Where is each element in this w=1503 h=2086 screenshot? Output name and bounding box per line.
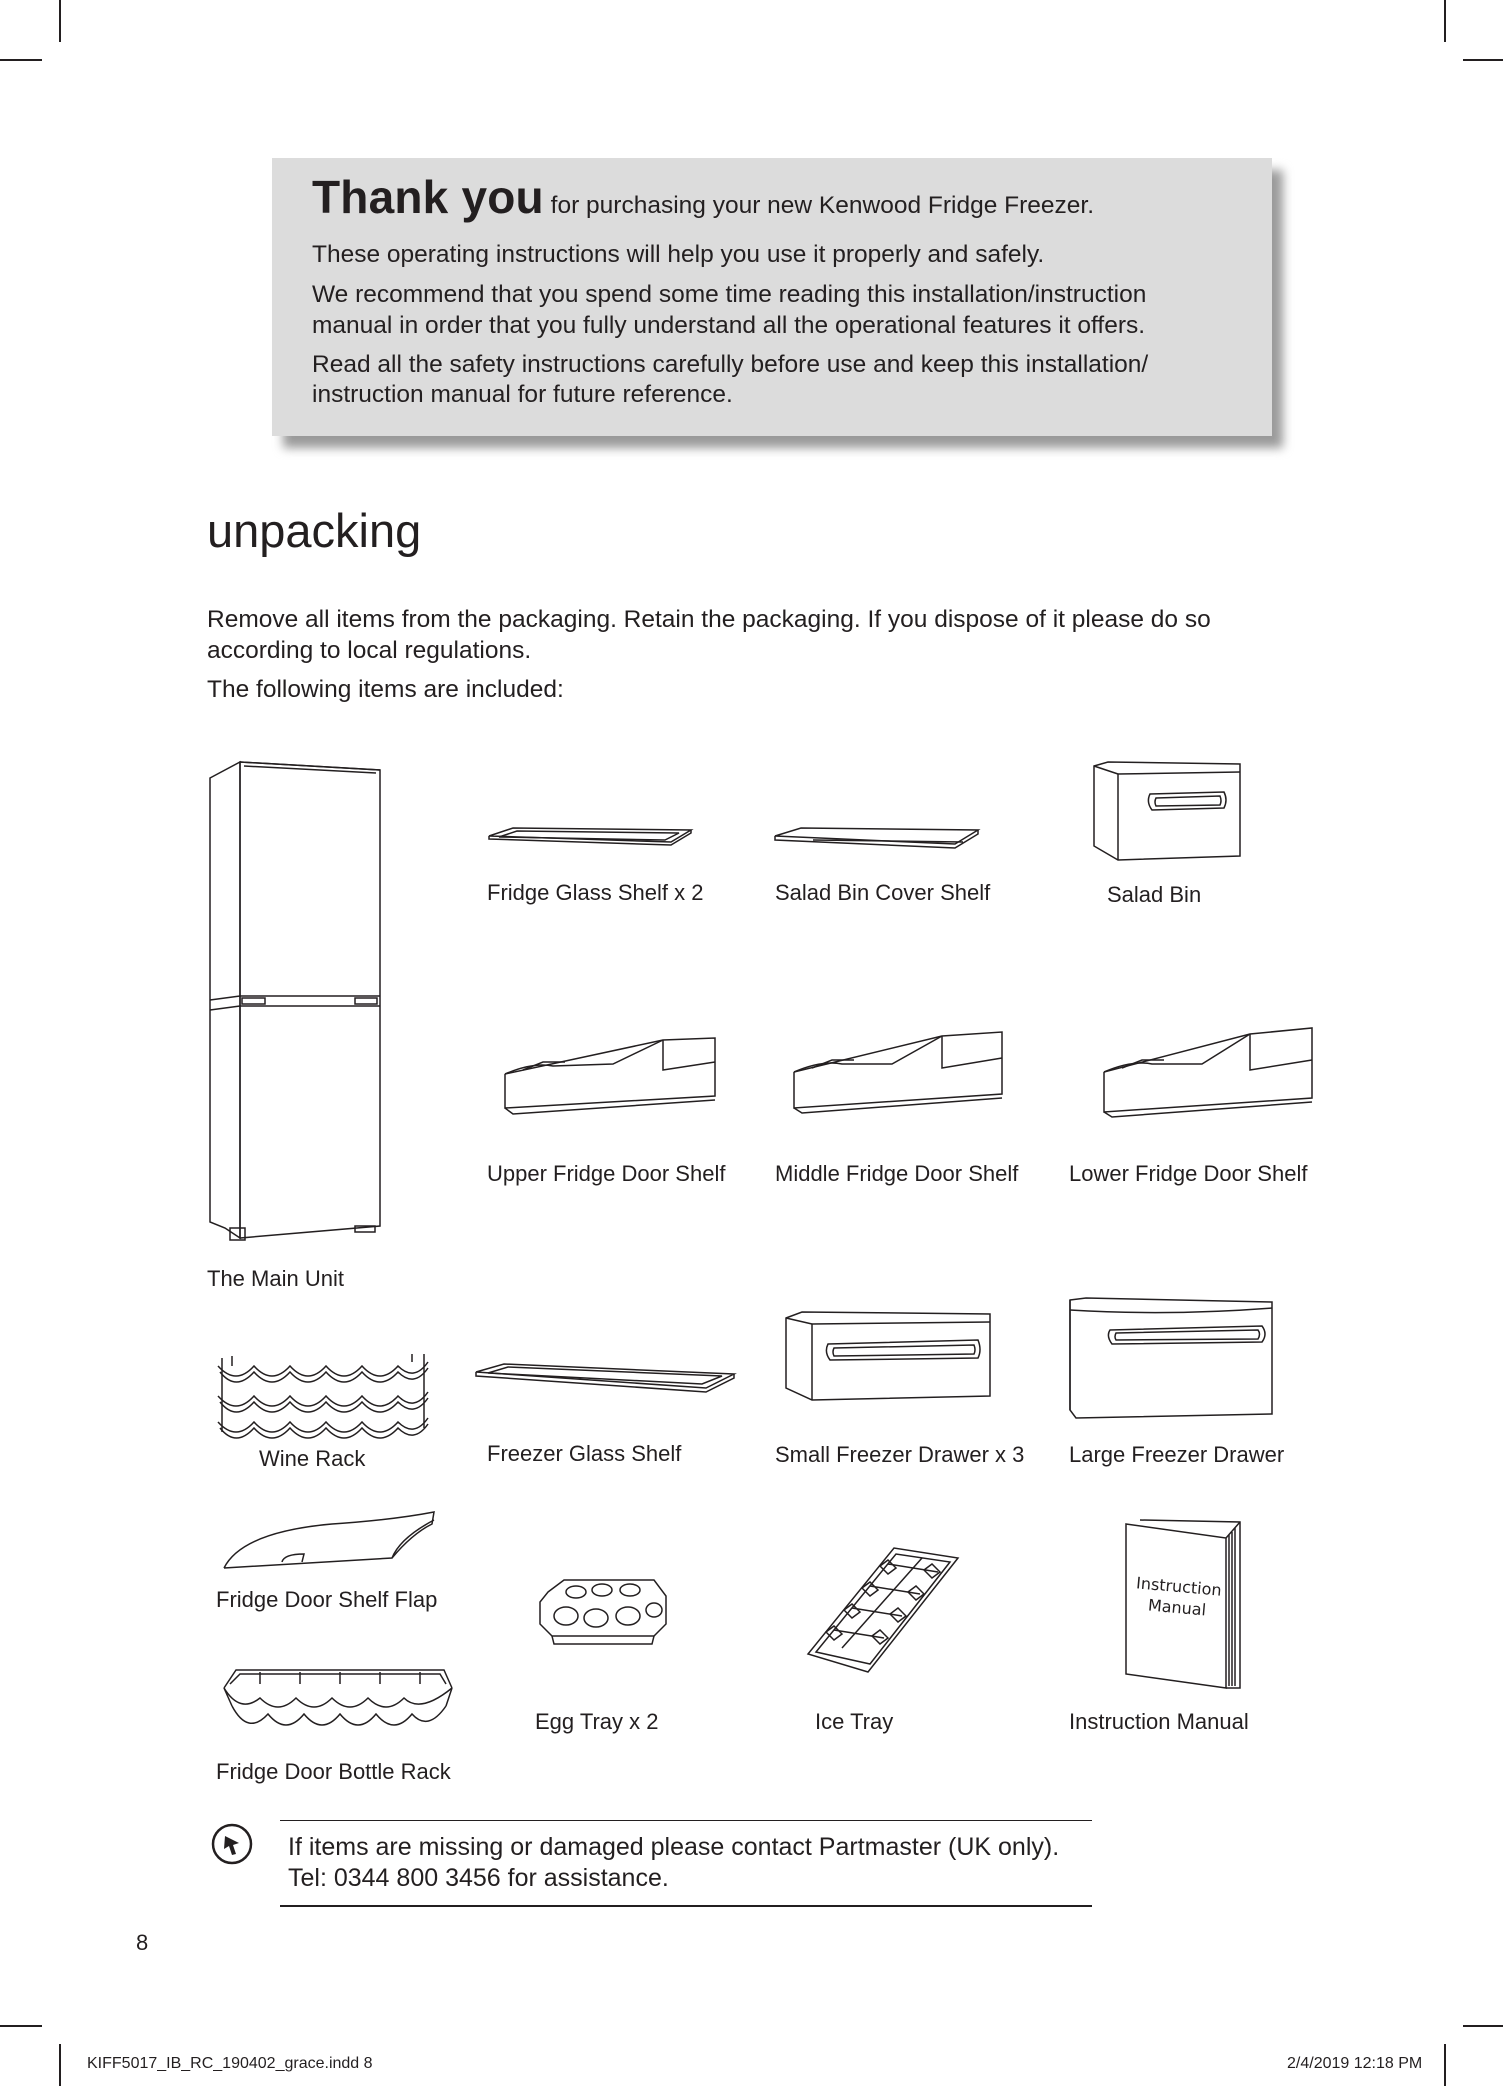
note-bottom-rule	[280, 1905, 1092, 1907]
crop-mark	[1463, 59, 1503, 61]
egg-tray-illustration	[536, 1578, 670, 1648]
salad-bin-cover-shelf-illustration	[773, 826, 983, 854]
small-freezer-drawer-label: Small Freezer Drawer x 3	[775, 1442, 1025, 1467]
crop-mark	[1444, 0, 1446, 42]
ice-tray-illustration	[804, 1544, 960, 1674]
manual-cover-text: Instruction Manual	[1135, 1573, 1223, 1620]
thank-you-line-3a: We recommend that you spend some time reading this installation/instruction	[312, 281, 1147, 308]
note-line-2: Tel: 0344 800 3456 for assistance.	[288, 1864, 669, 1892]
freezer-glass-shelf-illustration	[474, 1362, 736, 1398]
page-number: 8	[136, 1930, 149, 1955]
lower-door-shelf-label: Lower Fridge Door Shelf	[1069, 1161, 1308, 1186]
pushpin-icon	[211, 1823, 253, 1865]
file-slug: KIFF5017_IB_RC_190402_grace.indd 8	[87, 2055, 373, 2072]
date-slug: 2/4/2019 12:18 PM	[1287, 2055, 1423, 2072]
thank-you-headline: Thank you	[312, 171, 544, 223]
door-bottle-rack-illustration	[220, 1666, 454, 1738]
instruction-manual-label: Instruction Manual	[1069, 1709, 1249, 1734]
door-bottle-rack-label: Fridge Door Bottle Rack	[216, 1759, 451, 1784]
note-line-1: If items are missing or damaged please contact Partmaster (UK only).	[288, 1833, 1060, 1861]
large-freezer-drawer-illustration	[1068, 1296, 1276, 1422]
fridge-glass-shelf-illustration	[485, 826, 695, 850]
salad-bin-label: Salad Bin	[1107, 882, 1202, 907]
thank-you-line-4a: Read all the safety instructions carefully before use and keep this installation/	[312, 351, 1149, 378]
freezer-glass-shelf-label: Freezer Glass Shelf	[487, 1441, 682, 1466]
fridge-freezer-illustration	[205, 760, 385, 1250]
main-unit-label: The Main Unit	[207, 1266, 344, 1291]
thank-you-line-2: These operating instructions will help you use it properly and safely.	[312, 241, 1045, 268]
small-freezer-drawer-illustration	[782, 1310, 994, 1402]
salad-bin-cover-shelf-label: Salad Bin Cover Shelf	[775, 880, 991, 905]
wine-rack-illustration	[214, 1352, 434, 1448]
crop-mark	[59, 2044, 61, 2086]
lower-door-shelf-illustration	[1102, 1026, 1314, 1118]
unpacking-paragraph-1a: Remove all items from the packaging. Retain the packaging. If you dispose of it please do so	[207, 606, 1211, 633]
salad-bin-illustration	[1090, 760, 1246, 864]
thank-you-line-3b: manual in order that you fully understand all the operational features it offers.	[312, 312, 1146, 339]
upper-door-shelf-illustration	[503, 1034, 717, 1116]
fridge-glass-shelf-label: Fridge Glass Shelf x 2	[487, 880, 704, 905]
ice-tray-label: Ice Tray	[815, 1709, 894, 1734]
door-shelf-flap-label: Fridge Door Shelf Flap	[216, 1587, 438, 1612]
upper-door-shelf-label: Upper Fridge Door Shelf	[487, 1161, 726, 1186]
crop-mark	[0, 59, 42, 61]
crop-mark	[0, 2025, 42, 2027]
crop-mark	[1463, 2025, 1503, 2027]
unpacking-paragraph-2: The following items are included:	[207, 676, 564, 703]
thank-you-line-1: Thank you for purchasing your new Kenwood Fridge Freezer.	[312, 171, 1095, 223]
section-title: unpacking	[207, 504, 422, 557]
middle-door-shelf-illustration	[792, 1028, 1004, 1114]
egg-tray-label: Egg Tray x 2	[535, 1709, 659, 1734]
crop-mark	[1444, 2044, 1446, 2086]
unpacking-paragraph-1b: according to local regulations.	[207, 637, 532, 664]
note-top-rule	[280, 1820, 1092, 1821]
thank-you-line-4b: instruction manual for future reference.	[312, 381, 733, 408]
door-shelf-flap-illustration	[222, 1510, 436, 1572]
large-freezer-drawer-label: Large Freezer Drawer	[1069, 1442, 1285, 1467]
crop-mark	[59, 0, 61, 42]
middle-door-shelf-label: Middle Fridge Door Shelf	[775, 1161, 1019, 1186]
wine-rack-label: Wine Rack	[259, 1446, 366, 1471]
